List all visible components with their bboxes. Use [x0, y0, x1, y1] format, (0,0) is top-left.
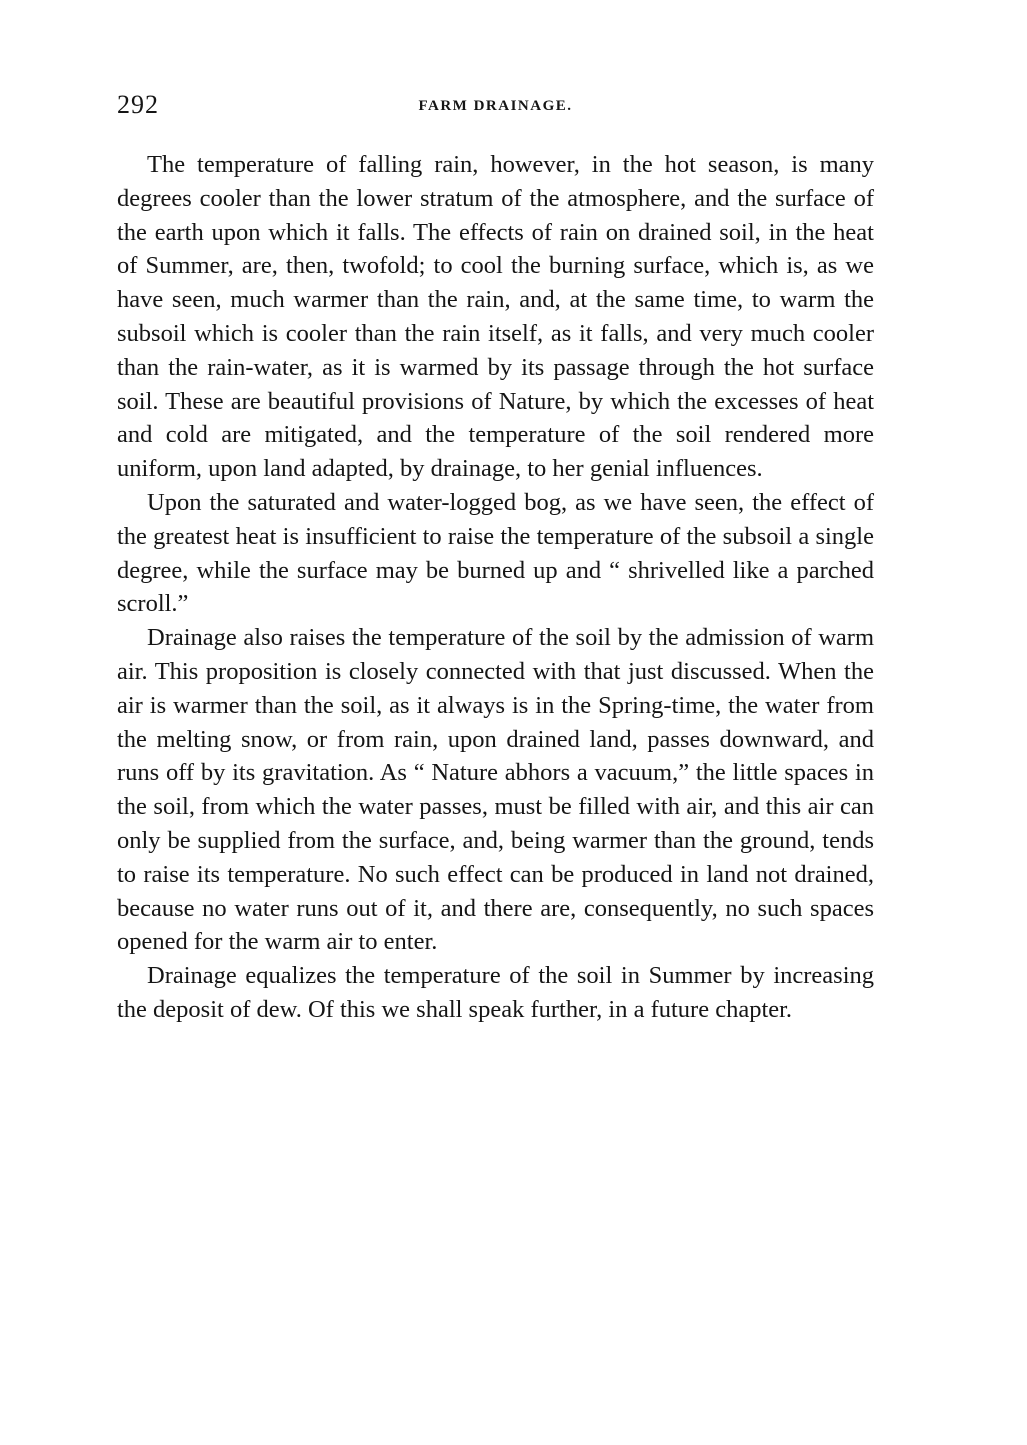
page-number: 292 — [117, 90, 159, 119]
running-title: FARM DRAINAGE. — [418, 98, 573, 114]
paragraph-warm-air: Drainage also raises the temperature of the soil by the admission of warm air. This proposition is closely connected with that just discussed. When the air is warmer than the soil, as it always is in the Spring-time, the water from the melting snow, or from rain, upon drained land, passes downward, and runs off by its gravitation. As “ Nature abhors a vacuum,” the little spaces in the soil, from which the water passes, must be filled with air, and this air can only be supplied from the surface, and, being warmer than the ground, tends to raise its temperature. No such effect can be produced in land not drained, because no water runs out of it, and there are, consequently, no such spaces opened for the warm air to enter. — [117, 624, 874, 956]
paragraph-rain-temperature: The temperature of falling rain, however, in the hot season, is many degrees cooler than the lower stratum of the atmosphere, and the surface of the earth upon which it falls. The effects of rain on drained soil, in the heat of Summer, are, then, twofold; to cool the burning surface, which is, as we have seen, much warmer than the rain, and, at the same time, to warm the subsoil which is cooler than the rain itself, as it falls, and very much cooler than the rain-water, as it is warmed by its passage through the hot surface soil. These are beautiful provisions of Nature, by which the excesses of heat and cold are mitigated, and the temperature of the soil rendered more uniform, upon land adapted, by drainage, to her genial influences. — [117, 151, 874, 483]
paragraph-bog: Upon the saturated and water-logged bog, as we have seen, the effect of the greatest heat is insufficient to raise the temperature of the subsoil a single degree, while the surface may be burned up and “ shrivelled like a parched scroll.” — [117, 488, 874, 618]
body-text — [117, 148, 874, 1027]
running-head — [117, 88, 874, 128]
paragraph-dew: Drainage equalizes the temperature of the soil in Summer by increasing the deposit of dew. Of this we shall speak further, in a future chapter. — [117, 962, 874, 1023]
